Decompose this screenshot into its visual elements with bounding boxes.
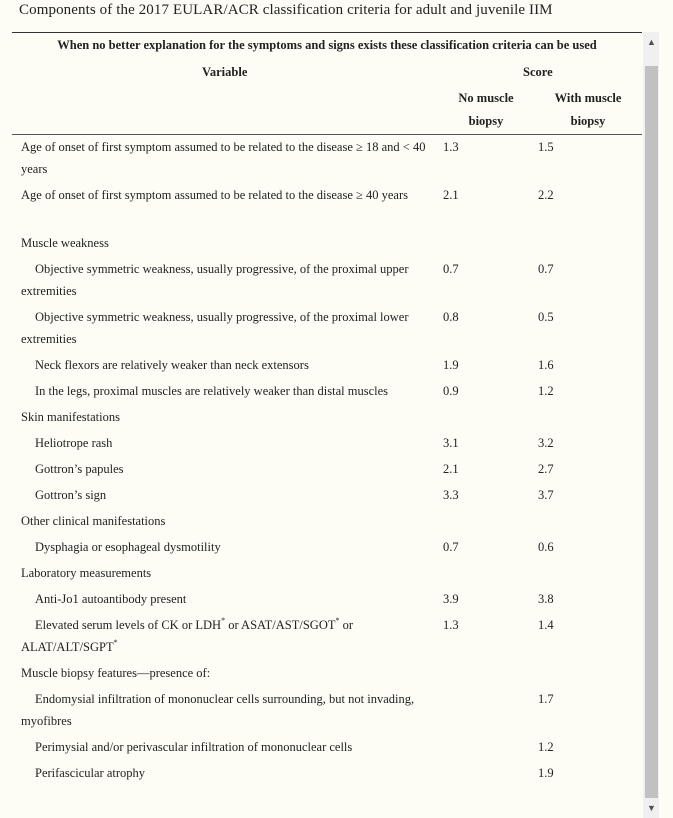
score-with-biopsy: 0.5 [538,310,554,324]
score-with-biopsy: 1.6 [538,358,554,372]
section-label: Muscle weakness [21,236,109,250]
row-label-part: or ALAT/ALT/SGPT [21,618,354,654]
section-label: Other clinical manifestations [21,514,166,528]
score-with-biopsy: 3.8 [538,592,554,606]
footnote-marker: * [335,616,340,625]
score-no-biopsy: 1.9 [443,358,459,372]
row-label: Objective symmetric weakness, usually progressive, of the proximal lower extremities [21,310,409,346]
row-label: Endomysial infiltration of mononuclear cells surrounding, but not invading, myofibres [21,692,415,728]
row-label: Gottron’s papules [35,462,124,476]
row-label-part: or ASAT/AST/SGOT [225,618,336,632]
score-with-biopsy: 1.5 [538,140,554,154]
score-no-biopsy: 0.7 [443,540,459,554]
score-no-biopsy: 1.3 [443,618,459,632]
table-caption: Components of the 2017 EULAR/ACR classification criteria for adult and juvenile IIM [19,2,553,18]
score-with-biopsy: 0.7 [538,262,554,276]
score-no-biopsy: 3.1 [443,436,459,450]
arrow-up-icon[interactable]: ▲ [647,37,656,47]
score-with-biopsy: 2.2 [538,188,554,202]
header-rule [12,134,642,135]
table-top-rule [12,32,642,33]
section-label: Muscle biopsy features—presence of: [21,666,211,680]
score-no-biopsy: 0.8 [443,310,459,324]
score-with-biopsy: 2.7 [538,462,554,476]
table-container [12,32,658,802]
row-label: In the legs, proximal muscles are relatively weaker than distal muscles [35,384,389,398]
table-note-header: When no better explanation for the symptoms and signs exists these classification criteria can be used [57,38,597,52]
footnote-marker: * [221,616,226,625]
score-with-biopsy: 1.2 [538,740,554,754]
vertical-scrollbar[interactable] [643,32,659,818]
score-no-biopsy: 2.1 [443,188,459,202]
score-with-biopsy: 0.6 [538,540,554,554]
footnote-marker: * [113,638,118,647]
row-label: Heliotrope rash [35,436,113,450]
row-label: Neck flexors are relatively weaker than neck extensors [35,358,309,372]
score-no-biopsy: 2.1 [443,462,459,476]
scrollbar-thumb[interactable] [645,66,658,798]
row-label: Anti-Jo1 autoantibody present [35,592,187,606]
score-with-biopsy: 3.2 [538,436,554,450]
score-no-biopsy: 1.3 [443,140,459,154]
row-label: Perimysial and/or perivascular infiltration of mononuclear cells [35,740,353,754]
score-with-biopsy: 3.7 [538,488,554,502]
score-no-biopsy: 0.7 [443,262,459,276]
column-header-variable: Variable [202,65,248,79]
section-label: Skin manifestations [21,410,120,424]
row-label: Age of onset of first symptom assumed to be related to the disease ≥ 40 years [21,188,408,202]
score-with-biopsy: 1.9 [538,766,554,780]
score-with-biopsy: 1.4 [538,618,554,632]
score-with-biopsy: 1.2 [538,384,554,398]
column-header-score: Score [523,65,553,79]
row-label-part: Elevated serum levels of CK or LDH [35,618,222,632]
row-label [21,614,439,658]
arrow-down-icon[interactable]: ▼ [647,803,656,813]
score-no-biopsy: 3.9 [443,592,459,606]
row-label: Objective symmetric weakness, usually progressive, of the proximal upper extremities [21,262,409,298]
score-no-biopsy: 0.9 [443,384,459,398]
row-label: Age of onset of first symptom assumed to be related to the disease ≥ 18 and < 40 years [21,140,426,176]
score-no-biopsy: 3.3 [443,488,459,502]
section-label: Laboratory measurements [21,566,152,580]
row-label: Gottron’s sign [35,488,107,502]
row-label: Perifascicular atrophy [35,766,146,780]
column-header-with-biopsy: With muscle biopsy [554,91,622,128]
column-header-no-biopsy: No muscle biopsy [458,91,514,128]
score-with-biopsy: 1.7 [538,692,554,706]
row-label: Dysphagia or esophageal dysmotility [35,540,221,554]
